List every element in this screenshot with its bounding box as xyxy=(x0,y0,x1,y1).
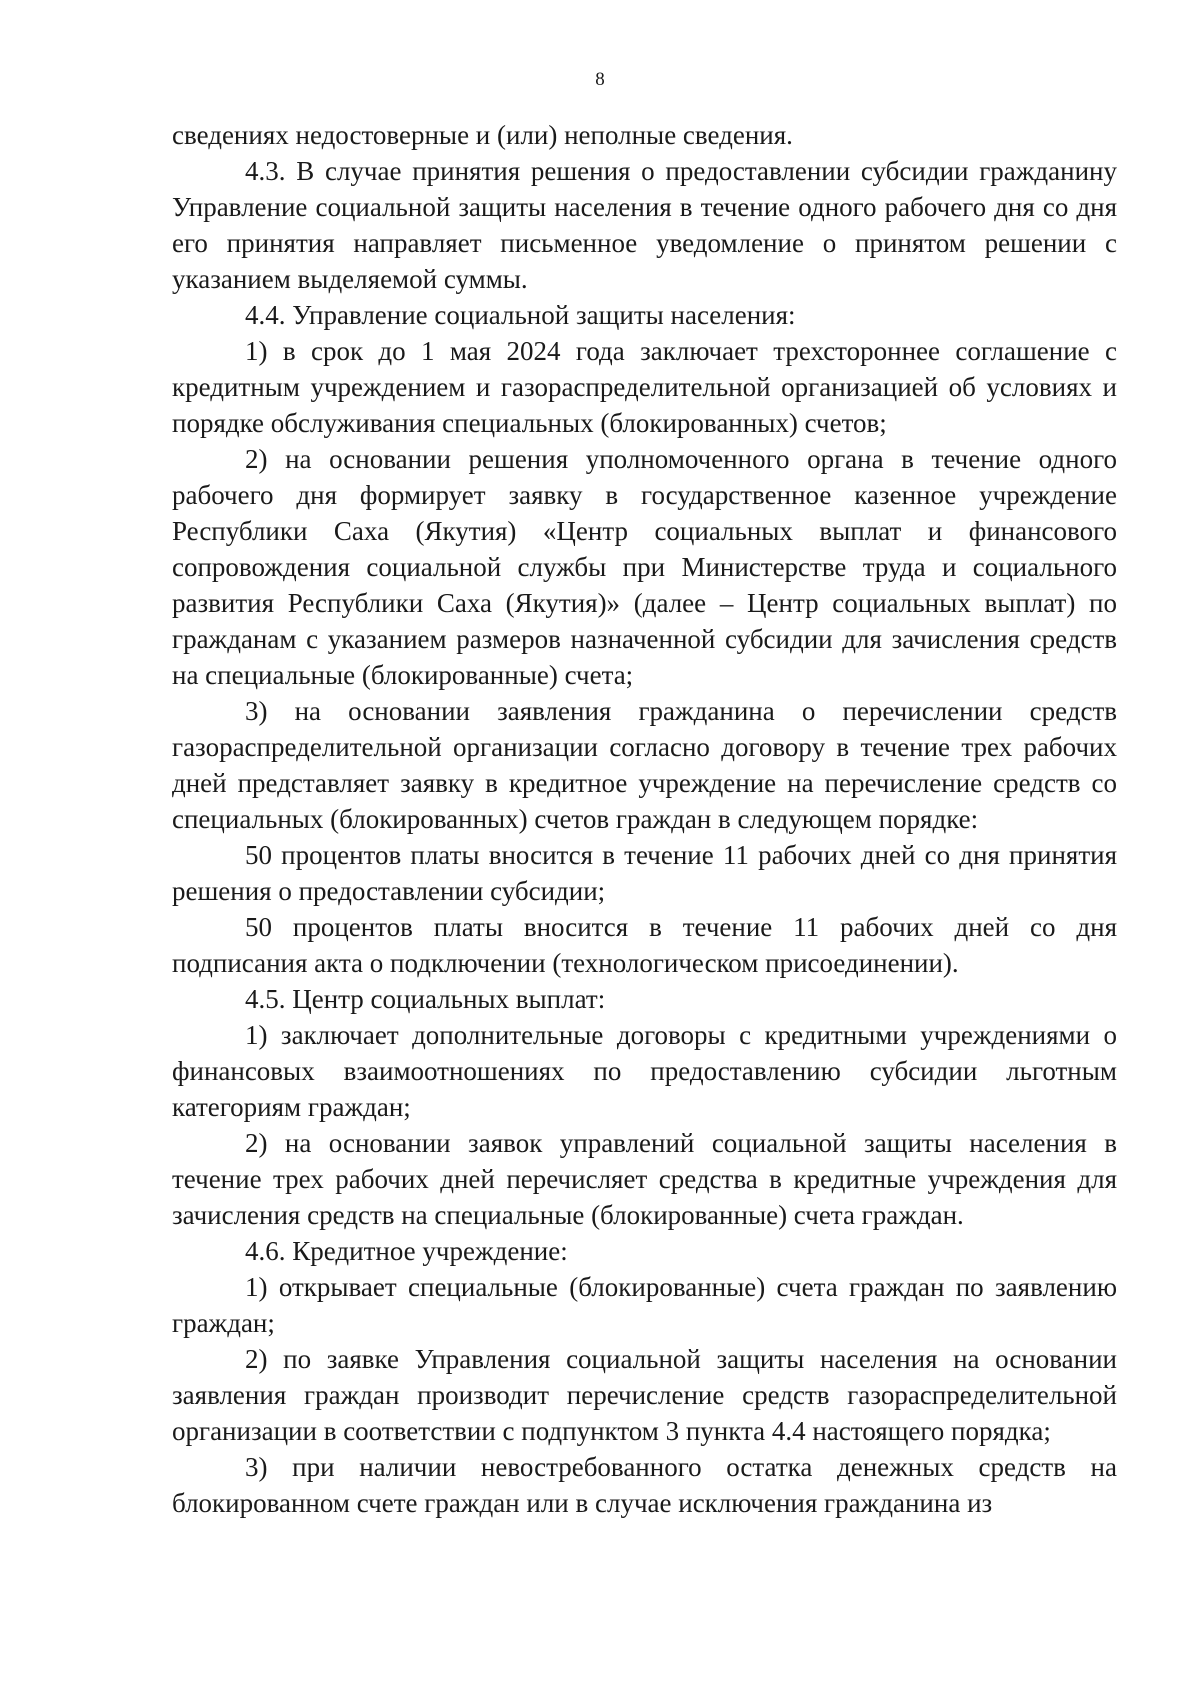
paragraph-4-3: 4.3. В случае принятия решения о предоставлении субсидии гражданину Управление социальной защиты населения в течение одного рабочего дня со дня его принятия направляет письменное уведомление о принятом решении с указанием выделяемой суммы. xyxy=(172,156,1117,294)
paragraph-4-6-heading: 4.6. Кредитное учреждение: xyxy=(245,1236,568,1266)
paragraph-continuation: сведениях недостоверные и (или) неполные сведения. xyxy=(172,120,793,150)
paragraph-4-5-heading: 4.5. Центр социальных выплат: xyxy=(245,984,606,1014)
paragraph-payment-first-half: 50 процентов платы вносится в течение 11 рабочих дней со дня принятия решения о предоставлении субсидии; xyxy=(172,840,1117,906)
paragraph-4-5-item-1: 1) заключает дополнительные договоры с кредитными учреждениями о финансовых взаимоотношениях по предоставлению субсидии льготным категориям граждан; xyxy=(172,1020,1117,1122)
paragraph-payment-second-half: 50 процентов платы вносится в течение 11 рабочих дней со дня подписания акта о подключении (технологическом присоединении). xyxy=(172,912,1117,978)
paragraph-4-6-item-1: 1) открывает специальные (блокированные) счета граждан по заявлению граждан; xyxy=(172,1272,1117,1338)
paragraph-4-4-item-2: 2) на основании решения уполномоченного органа в течение одного рабочего дня формирует заявку в государственное казенное учреждение Республики Саха (Якутия) «Центр социальных выплат и финансового сопровождения социальной службы при Министерстве труда и социального развития Республики Саха (Якутия)» (далее – Центр социальных выплат) по гражданам с указанием размеров назначенной субсидии для зачисления средств на специальные (блокированные) счета; xyxy=(172,444,1117,690)
page-number: 8 xyxy=(595,69,605,90)
paragraph-4-4-item-1: 1) в срок до 1 мая 2024 года заключает трехстороннее соглашение с кредитным учреждением и газораспределительной организацией об условиях и порядке обслуживания специальных (блокированных) счетов; xyxy=(172,336,1117,438)
paragraph-4-6-item-2: 2) по заявке Управления социальной защиты населения на основании заявления граждан производит перечисление средств газораспределительной организации в соответствии с подпунктом 3 пункта 4.4 настоящего порядка; xyxy=(172,1344,1117,1446)
paragraph-4-6-item-3: 3) при наличии невостребованного остатка денежных средств на блокированном счете граждан или в случае исключения гражданина из xyxy=(172,1452,1117,1518)
paragraph-4-5-item-2: 2) на основании заявок управлений социальной защиты населения в течение трех рабочих дней перечисляет средства в кредитные учреждения для зачисления средств на специальные (блокированные) счета граждан. xyxy=(172,1128,1117,1230)
paragraph-4-4-item-3: 3) на основании заявления гражданина о перечислении средств газораспределительной организации согласно договору в течение трех рабочих дней представляет заявку в кредитное учреждение на перечисление средств со специальных (блокированных) счетов граждан в следующем порядке: xyxy=(172,696,1117,834)
paragraph-4-4-heading: 4.4. Управление социальной защиты населения: xyxy=(245,300,796,330)
document-body xyxy=(172,117,1117,1521)
